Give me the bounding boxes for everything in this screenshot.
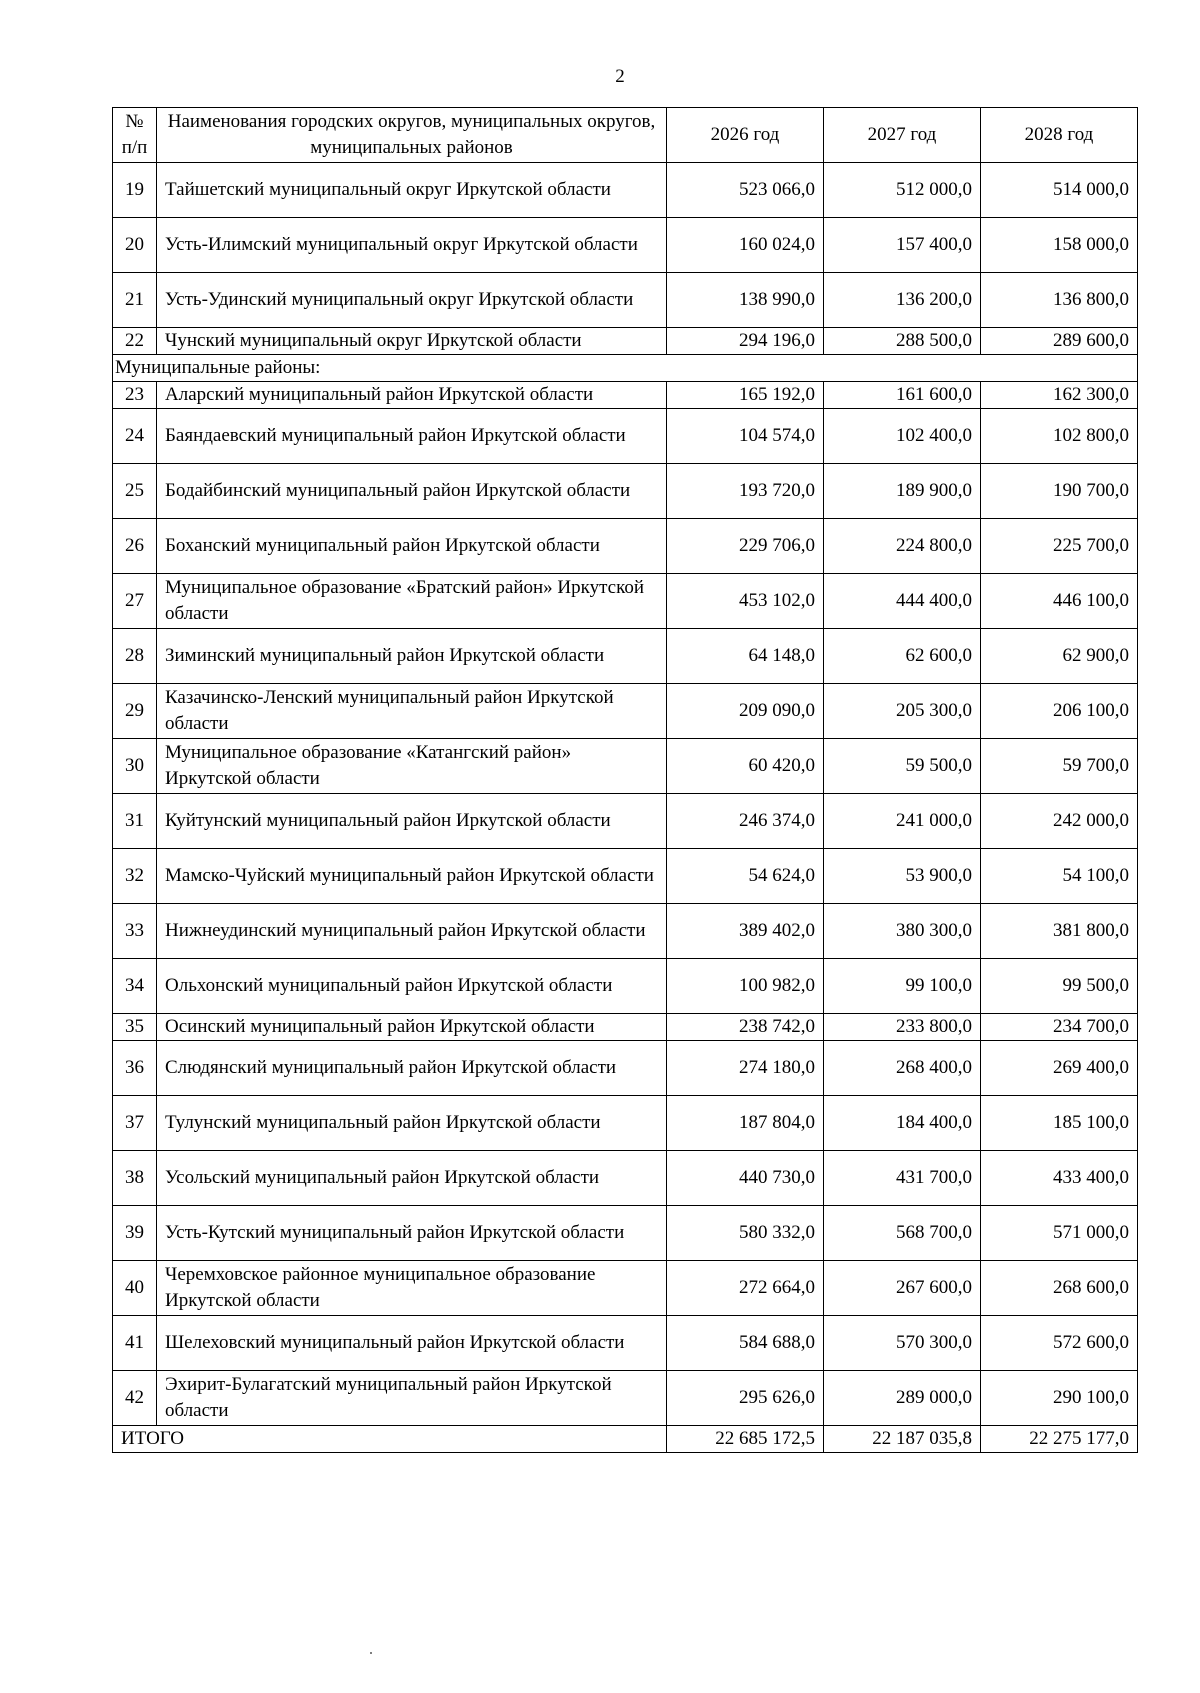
table-row: [113, 739, 1138, 794]
row-name: Тайшетский муниципальный округ Иркутской области: [157, 163, 667, 218]
row-name: Казачинско-Ленский муниципальный район Иркутской области: [157, 684, 667, 739]
scan-speck: [370, 1652, 372, 1654]
table-row: [113, 794, 1138, 849]
row-value-2028: 268 600,0: [981, 1261, 1138, 1316]
row-value-2028: 381 800,0: [981, 904, 1138, 959]
table-row: [113, 904, 1138, 959]
row-value-2026: 54 624,0: [667, 849, 824, 904]
row-value-2026: 193 720,0: [667, 464, 824, 519]
table-row: [113, 1261, 1138, 1316]
section-group: [113, 355, 1138, 382]
row-value-2028: 158 000,0: [981, 218, 1138, 273]
row-number: 42: [113, 1371, 157, 1426]
row-value-2028: 59 700,0: [981, 739, 1138, 794]
row-number: 22: [113, 328, 157, 355]
header-num: № п/п: [113, 108, 157, 163]
row-value-2028: 290 100,0: [981, 1371, 1138, 1426]
row-value-2028: 102 800,0: [981, 409, 1138, 464]
row-value-2027: 568 700,0: [824, 1206, 981, 1261]
row-number: 26: [113, 519, 157, 574]
row-number: 33: [113, 904, 157, 959]
row-name: Слюдянский муниципальный район Иркутской области: [157, 1041, 667, 1096]
row-value-2028: 136 800,0: [981, 273, 1138, 328]
row-value-2027: 268 400,0: [824, 1041, 981, 1096]
budget-table: [112, 107, 1138, 1453]
row-value-2027: 136 200,0: [824, 273, 981, 328]
row-value-2028: 190 700,0: [981, 464, 1138, 519]
row-name: Чунский муниципальный округ Иркутской области: [157, 328, 667, 355]
row-value-2028: 289 600,0: [981, 328, 1138, 355]
row-value-2026: 453 102,0: [667, 574, 824, 629]
table-row: [113, 519, 1138, 574]
row-number: 37: [113, 1096, 157, 1151]
header-year-2026: 2026 год: [667, 108, 824, 163]
row-value-2026: 584 688,0: [667, 1316, 824, 1371]
row-value-2026: 229 706,0: [667, 519, 824, 574]
table-row: [113, 1316, 1138, 1371]
row-value-2027: 224 800,0: [824, 519, 981, 574]
row-number: 38: [113, 1151, 157, 1206]
row-value-2028: 269 400,0: [981, 1041, 1138, 1096]
table-row: [113, 1041, 1138, 1096]
row-name: Бодайбинский муниципальный район Иркутской области: [157, 464, 667, 519]
total-value-2028: 22 275 177,0: [981, 1426, 1138, 1453]
row-number: 21: [113, 273, 157, 328]
row-name: Баяндаевский муниципальный район Иркутской области: [157, 409, 667, 464]
row-value-2027: 444 400,0: [824, 574, 981, 629]
row-number: 23: [113, 382, 157, 409]
row-name: Куйтунский муниципальный район Иркутской области: [157, 794, 667, 849]
table-row: [113, 328, 1138, 355]
table-row: [113, 382, 1138, 409]
section-label: Муниципальные районы:: [113, 355, 1138, 382]
row-name: Тулунский муниципальный район Иркутской области: [157, 1096, 667, 1151]
row-value-2028: 446 100,0: [981, 574, 1138, 629]
row-value-2027: 205 300,0: [824, 684, 981, 739]
row-value-2028: 185 100,0: [981, 1096, 1138, 1151]
row-name: Усть-Кутский муниципальный район Иркутской области: [157, 1206, 667, 1261]
row-value-2028: 234 700,0: [981, 1014, 1138, 1041]
row-number: 25: [113, 464, 157, 519]
row-value-2027: 102 400,0: [824, 409, 981, 464]
row-name: Мамско-Чуйский муниципальный район Иркутской области: [157, 849, 667, 904]
row-number: 24: [113, 409, 157, 464]
row-value-2026: 389 402,0: [667, 904, 824, 959]
row-value-2028: 225 700,0: [981, 519, 1138, 574]
table-row: [113, 1206, 1138, 1261]
row-value-2026: 160 024,0: [667, 218, 824, 273]
row-name: Зиминский муниципальный район Иркутской области: [157, 629, 667, 684]
row-number: 35: [113, 1014, 157, 1041]
total-row: [113, 1426, 1138, 1453]
row-value-2027: 431 700,0: [824, 1151, 981, 1206]
row-value-2026: 60 420,0: [667, 739, 824, 794]
table-row: [113, 163, 1138, 218]
row-name: Нижнеудинский муниципальный район Иркутской области: [157, 904, 667, 959]
row-value-2027: 62 600,0: [824, 629, 981, 684]
table-row: [113, 1096, 1138, 1151]
row-value-2028: 514 000,0: [981, 163, 1138, 218]
row-name: Шелеховский муниципальный район Иркутской области: [157, 1316, 667, 1371]
row-number: 36: [113, 1041, 157, 1096]
row-name: Черемховское районное муниципальное образование Иркутской области: [157, 1261, 667, 1316]
rows-after-section: [113, 382, 1138, 1426]
total-value-2026: 22 685 172,5: [667, 1426, 824, 1453]
row-value-2027: 189 900,0: [824, 464, 981, 519]
header-name: Наименования городских округов, муниципальных округов, муниципальных районов: [157, 108, 667, 163]
row-name: Муниципальное образование «Братский район» Иркутской области: [157, 574, 667, 629]
row-number: 34: [113, 959, 157, 1014]
row-value-2027: 289 000,0: [824, 1371, 981, 1426]
table-row: [113, 684, 1138, 739]
row-name: Усть-Удинский муниципальный округ Иркутской области: [157, 273, 667, 328]
row-number: 32: [113, 849, 157, 904]
total-label: ИТОГО: [113, 1426, 667, 1453]
row-name: Ольхонский муниципальный район Иркутской области: [157, 959, 667, 1014]
row-number: 30: [113, 739, 157, 794]
row-name: Муниципальное образование «Катангский район» Иркутской области: [157, 739, 667, 794]
row-value-2027: 288 500,0: [824, 328, 981, 355]
page-number: 2: [615, 66, 625, 87]
row-value-2027: 184 400,0: [824, 1096, 981, 1151]
table-row: [113, 409, 1138, 464]
row-value-2028: 206 100,0: [981, 684, 1138, 739]
table-row: [113, 464, 1138, 519]
row-value-2026: 272 664,0: [667, 1261, 824, 1316]
row-value-2026: 187 804,0: [667, 1096, 824, 1151]
row-value-2027: 99 100,0: [824, 959, 981, 1014]
row-value-2026: 246 374,0: [667, 794, 824, 849]
table-row: [113, 629, 1138, 684]
row-value-2026: 165 192,0: [667, 382, 824, 409]
row-value-2028: 62 900,0: [981, 629, 1138, 684]
row-number: 20: [113, 218, 157, 273]
row-name: Усть-Илимский муниципальный округ Иркутской области: [157, 218, 667, 273]
row-number: 29: [113, 684, 157, 739]
row-name: Аларский муниципальный район Иркутской области: [157, 382, 667, 409]
row-number: 28: [113, 629, 157, 684]
row-value-2028: 54 100,0: [981, 849, 1138, 904]
row-value-2027: 161 600,0: [824, 382, 981, 409]
rows-before-section: [113, 163, 1138, 355]
row-value-2027: 570 300,0: [824, 1316, 981, 1371]
total-group: [113, 1426, 1138, 1453]
row-name: Эхирит-Булагатский муниципальный район Иркутской области: [157, 1371, 667, 1426]
row-value-2026: 295 626,0: [667, 1371, 824, 1426]
table-row: [113, 1151, 1138, 1206]
total-value-2027: 22 187 035,8: [824, 1426, 981, 1453]
row-number: 27: [113, 574, 157, 629]
row-value-2026: 440 730,0: [667, 1151, 824, 1206]
row-value-2026: 294 196,0: [667, 328, 824, 355]
row-value-2027: 512 000,0: [824, 163, 981, 218]
table-row: [113, 273, 1138, 328]
row-value-2026: 209 090,0: [667, 684, 824, 739]
table-row: [113, 1371, 1138, 1426]
row-value-2027: 157 400,0: [824, 218, 981, 273]
row-value-2026: 274 180,0: [667, 1041, 824, 1096]
header-year-2028: 2028 год: [981, 108, 1138, 163]
row-value-2026: 580 332,0: [667, 1206, 824, 1261]
table-row: [113, 218, 1138, 273]
table-row: [113, 574, 1138, 629]
row-number: 39: [113, 1206, 157, 1261]
row-value-2028: 99 500,0: [981, 959, 1138, 1014]
row-value-2028: 242 000,0: [981, 794, 1138, 849]
row-number: 41: [113, 1316, 157, 1371]
row-name: Боханский муниципальный район Иркутской области: [157, 519, 667, 574]
row-value-2026: 104 574,0: [667, 409, 824, 464]
row-value-2028: 571 000,0: [981, 1206, 1138, 1261]
row-name: Осинский муниципальный район Иркутской области: [157, 1014, 667, 1041]
row-value-2027: 53 900,0: [824, 849, 981, 904]
row-number: 40: [113, 1261, 157, 1316]
row-value-2027: 241 000,0: [824, 794, 981, 849]
table-row: [113, 849, 1138, 904]
row-value-2027: 267 600,0: [824, 1261, 981, 1316]
row-value-2026: 64 148,0: [667, 629, 824, 684]
row-value-2028: 162 300,0: [981, 382, 1138, 409]
section-row: [113, 355, 1138, 382]
table-header-row: [113, 108, 1138, 163]
row-value-2026: 238 742,0: [667, 1014, 824, 1041]
row-name: Усольский муниципальный район Иркутской области: [157, 1151, 667, 1206]
row-value-2027: 59 500,0: [824, 739, 981, 794]
row-value-2026: 100 982,0: [667, 959, 824, 1014]
table-row: [113, 1014, 1138, 1041]
row-number: 19: [113, 163, 157, 218]
table-row: [113, 959, 1138, 1014]
row-value-2028: 433 400,0: [981, 1151, 1138, 1206]
row-number: 31: [113, 794, 157, 849]
row-value-2026: 523 066,0: [667, 163, 824, 218]
header-year-2027: 2027 год: [824, 108, 981, 163]
row-value-2027: 233 800,0: [824, 1014, 981, 1041]
row-value-2028: 572 600,0: [981, 1316, 1138, 1371]
row-value-2027: 380 300,0: [824, 904, 981, 959]
row-value-2026: 138 990,0: [667, 273, 824, 328]
